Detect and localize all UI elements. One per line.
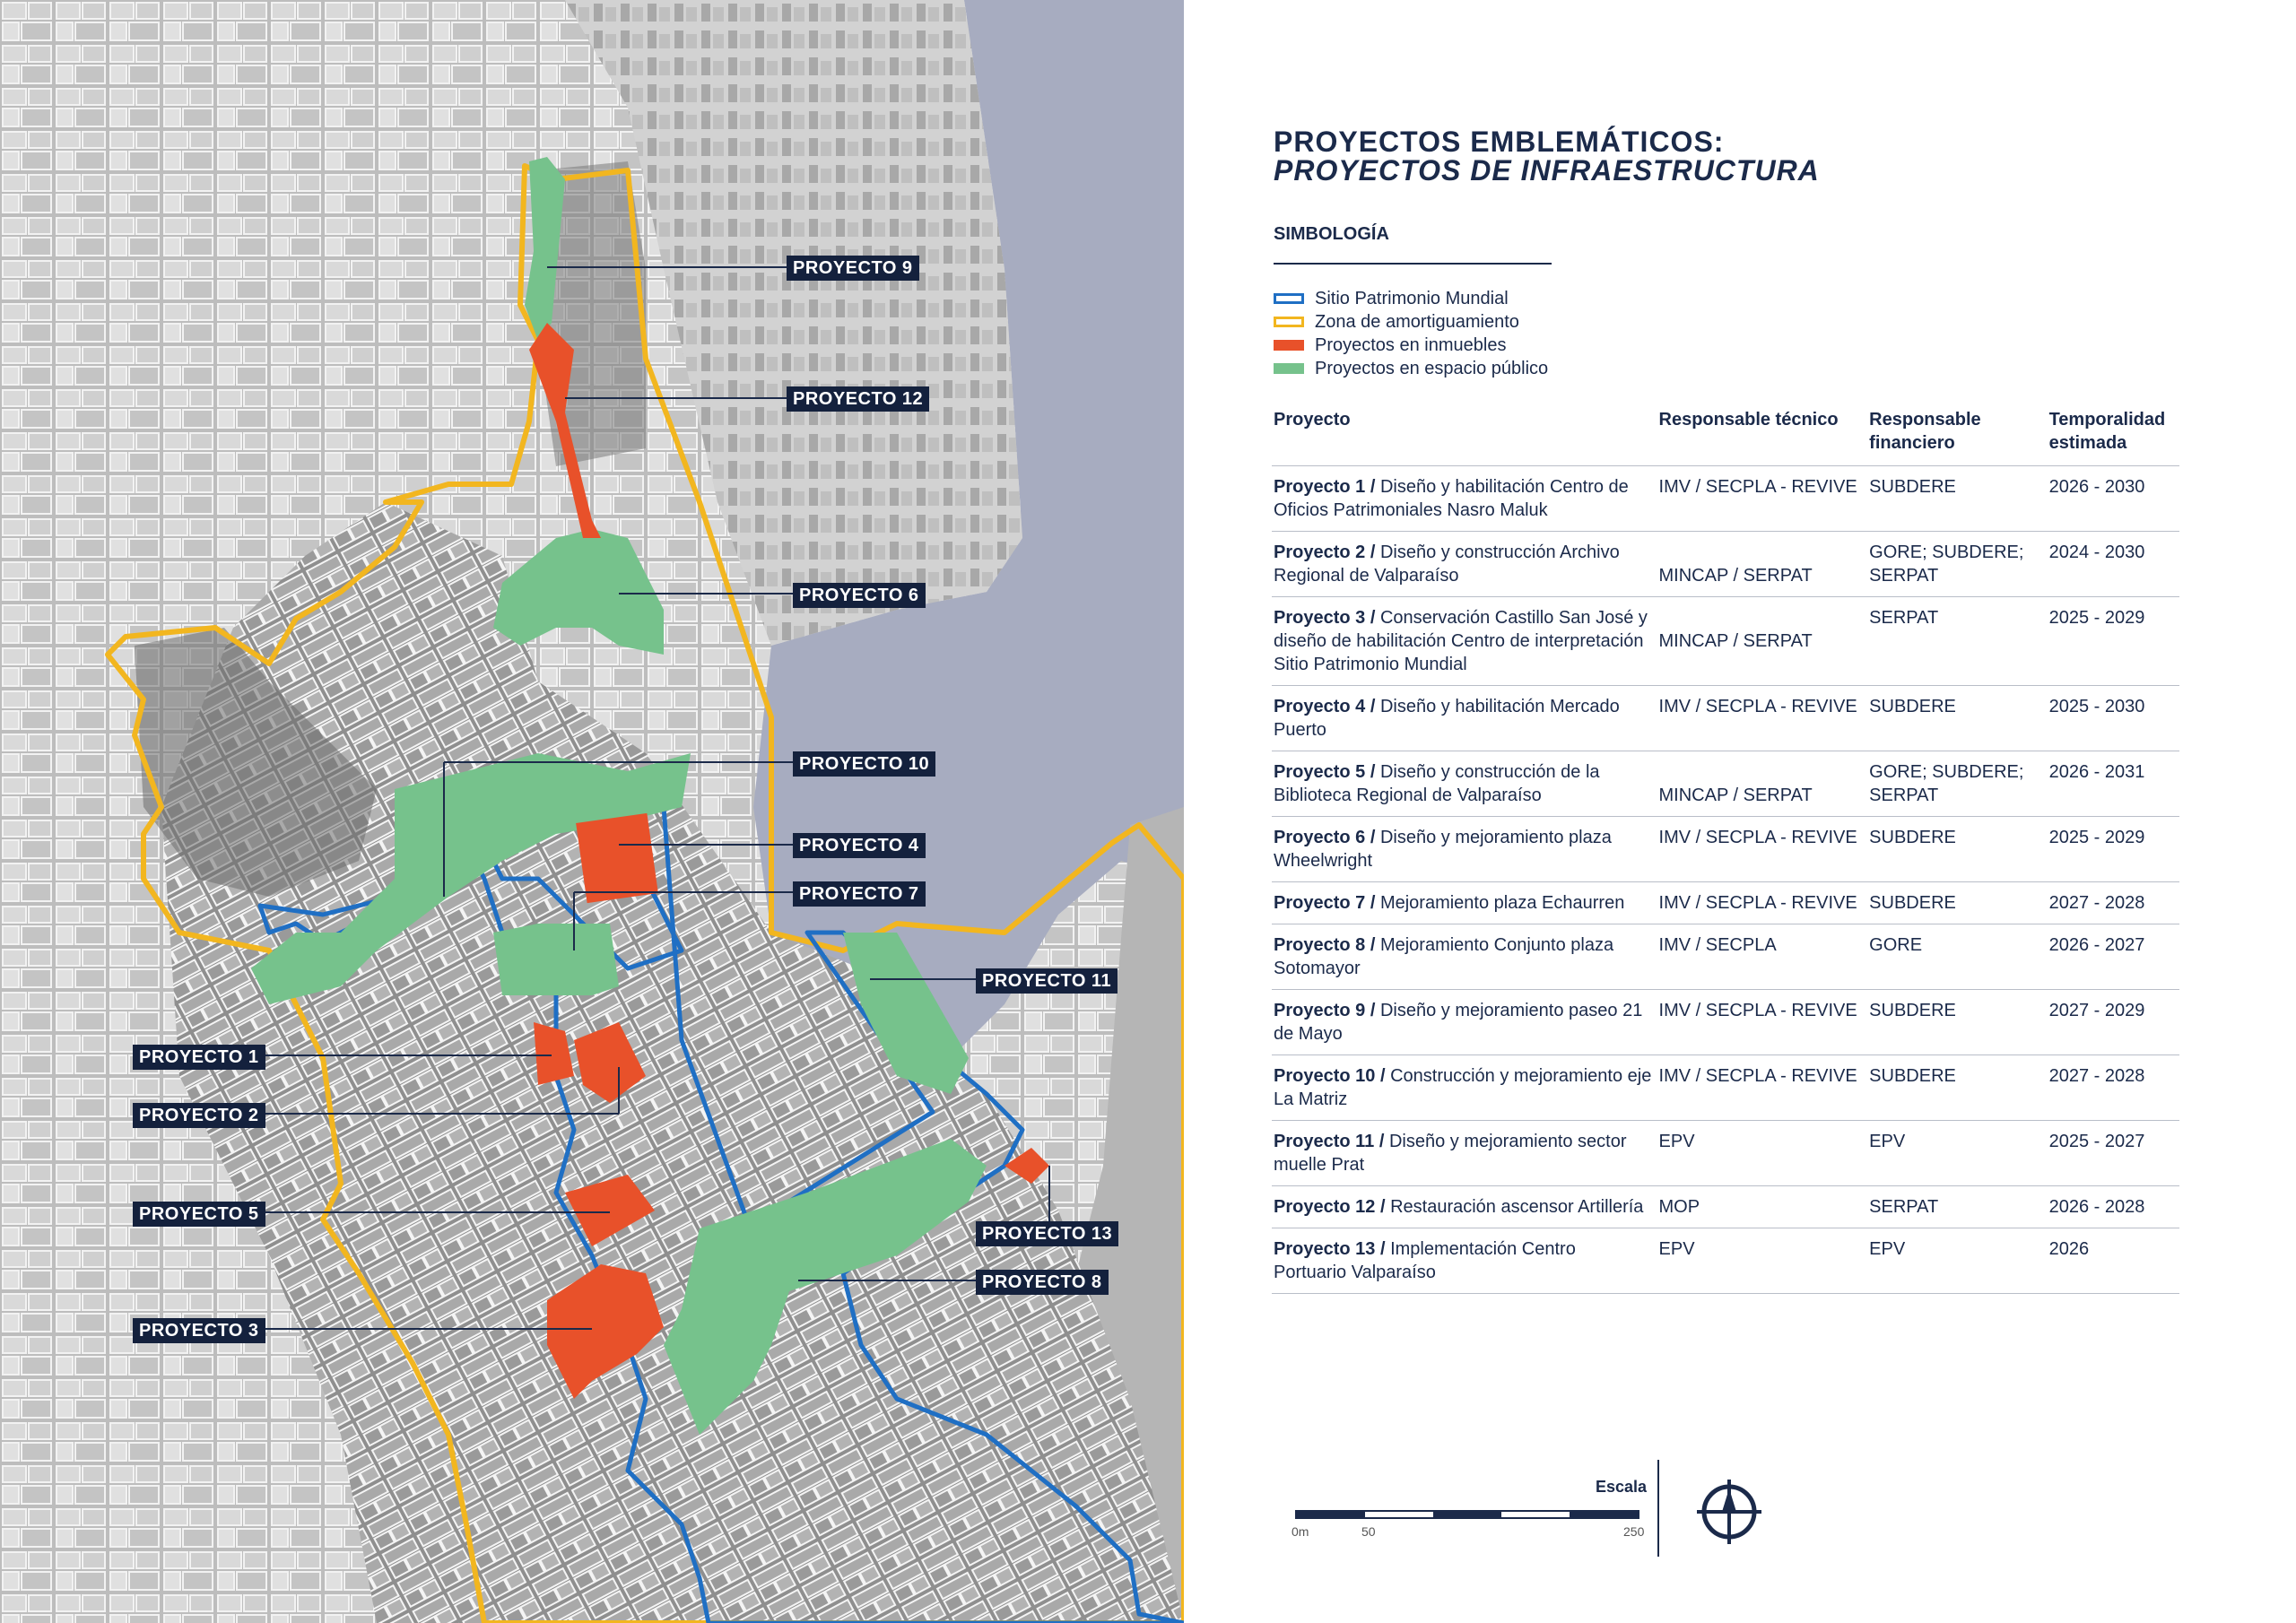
map-label-project-12[interactable]: PROYECTO 12 bbox=[787, 386, 929, 412]
legend bbox=[1274, 287, 1548, 380]
info-panel bbox=[1184, 0, 2296, 1623]
technical-cell: MINCAP / SERPAT bbox=[1657, 751, 1868, 817]
project-cell bbox=[1272, 990, 1657, 1055]
public-space-swatch-icon bbox=[1274, 363, 1304, 374]
legend-item-buffer bbox=[1274, 310, 1548, 334]
project-id: Proyecto 11 / bbox=[1274, 1132, 1385, 1151]
financial-cell: SUBDERE bbox=[1867, 882, 2047, 924]
project-cell bbox=[1272, 532, 1657, 597]
map-label-project-2[interactable]: PROYECTO 2 bbox=[133, 1103, 265, 1128]
project-id: Proyecto 10 / bbox=[1274, 1066, 1386, 1086]
technical-cell: EPV bbox=[1657, 1121, 1868, 1186]
project-cell bbox=[1272, 751, 1657, 817]
page-subtitle: PROYECTOS DE INFRAESTRUCTURA bbox=[1274, 154, 1820, 187]
scale-bar-graphic bbox=[1295, 1510, 1639, 1519]
project-description: Diseño y mejoramiento paseo 21 de Mayo bbox=[1274, 1001, 1643, 1044]
legend-item-buildings bbox=[1274, 334, 1548, 357]
map-label-project-13[interactable]: PROYECTO 13 bbox=[976, 1221, 1118, 1246]
project-description: Diseño y habilitación Centro de Oficios Patrimoniales Nasro Maluk bbox=[1274, 477, 1629, 520]
project-cell bbox=[1272, 1121, 1657, 1186]
table-row bbox=[1272, 990, 2179, 1055]
col-header-technical: Responsable técnico bbox=[1657, 408, 1868, 466]
project-id: Proyecto 8 / bbox=[1274, 935, 1376, 955]
project-cell bbox=[1272, 924, 1657, 990]
map-label-project-5[interactable]: PROYECTO 5 bbox=[133, 1202, 265, 1227]
timeline-cell: 2026 - 2027 bbox=[2048, 924, 2179, 990]
technical-cell: EPV bbox=[1657, 1228, 1868, 1294]
project-description: Diseño y construcción de la Biblioteca Regional de Valparaíso bbox=[1274, 762, 1600, 805]
map-label-project-3[interactable]: PROYECTO 3 bbox=[133, 1318, 265, 1343]
col-header-financial: Responsable financiero bbox=[1867, 408, 2047, 466]
table-row bbox=[1272, 686, 2179, 751]
technical-cell: IMV / SECPLA - REVIVE bbox=[1657, 882, 1868, 924]
scale-label: Escala bbox=[1595, 1478, 1647, 1496]
project-description: Diseño y habilitación Mercado Puerto bbox=[1274, 697, 1620, 740]
buildings-swatch-icon bbox=[1274, 340, 1304, 351]
timeline-cell: 2025 - 2029 bbox=[2048, 597, 2179, 686]
timeline-cell: 2026 - 2030 bbox=[2048, 466, 2179, 532]
project-description: Mejoramiento Conjunto plaza Sotomayor bbox=[1274, 935, 1614, 978]
project-id: Proyecto 1 / bbox=[1274, 477, 1376, 497]
scale-tick: 0m bbox=[1292, 1524, 1309, 1539]
project-id: Proyecto 6 / bbox=[1274, 828, 1376, 847]
timeline-cell: 2026 - 2028 bbox=[2048, 1186, 2179, 1228]
map-label-project-10[interactable]: PROYECTO 10 bbox=[793, 751, 935, 777]
scale-tick: 50 bbox=[1361, 1524, 1376, 1539]
timeline-cell: 2027 - 2028 bbox=[2048, 1055, 2179, 1121]
map-label-project-8[interactable]: PROYECTO 8 bbox=[976, 1270, 1109, 1295]
project-7-area bbox=[493, 924, 619, 995]
map-label-project-1[interactable]: PROYECTO 1 bbox=[133, 1045, 265, 1070]
project-cell bbox=[1272, 1228, 1657, 1294]
scale-divider bbox=[1657, 1460, 1659, 1557]
technical-cell: MINCAP / SERPAT bbox=[1657, 597, 1868, 686]
table-row bbox=[1272, 1228, 2179, 1294]
legend-item-heritage bbox=[1274, 287, 1548, 310]
project-id: Proyecto 4 / bbox=[1274, 697, 1376, 716]
project-id: Proyecto 2 / bbox=[1274, 542, 1376, 562]
scale-bar bbox=[1292, 1471, 1726, 1551]
financial-cell: GORE; SUBDERE; SERPAT bbox=[1867, 751, 2047, 817]
legend-item-public-space bbox=[1274, 357, 1548, 380]
financial-cell: SUBDERE bbox=[1867, 686, 2047, 751]
legend-label: Sitio Patrimonio Mundial bbox=[1315, 288, 1509, 308]
timeline-cell: 2026 - 2031 bbox=[2048, 751, 2179, 817]
technical-cell: MOP bbox=[1657, 1186, 1868, 1228]
project-cell bbox=[1272, 466, 1657, 532]
timeline-cell: 2025 - 2029 bbox=[2048, 817, 2179, 882]
project-cell bbox=[1272, 1186, 1657, 1228]
timeline-cell: 2024 - 2030 bbox=[2048, 532, 2179, 597]
project-description: Mejoramiento plaza Echaurren bbox=[1375, 893, 1625, 913]
map-label-project-6[interactable]: PROYECTO 6 bbox=[793, 583, 926, 608]
timeline-cell: 2027 - 2029 bbox=[2048, 990, 2179, 1055]
legend-heading: SIMBOLOGÍA bbox=[1274, 224, 1389, 244]
project-description: Diseño y construcción Archivo Regional de Valparaíso bbox=[1274, 542, 1620, 586]
technical-cell: IMV / SECPLA - REVIVE bbox=[1657, 1055, 1868, 1121]
project-4-area bbox=[576, 813, 658, 903]
project-cell bbox=[1272, 686, 1657, 751]
table-row bbox=[1272, 1121, 2179, 1186]
project-id: Proyecto 3 / bbox=[1274, 608, 1376, 628]
project-description: Conservación Castillo San José y diseño de habilitación Centro de interpretación Sitio Patrimonio Mundial bbox=[1274, 608, 1648, 674]
timeline-cell: 2025 - 2030 bbox=[2048, 686, 2179, 751]
table-row bbox=[1272, 466, 2179, 532]
table-row bbox=[1272, 532, 2179, 597]
financial-cell: EPV bbox=[1867, 1228, 2047, 1294]
table-row bbox=[1272, 817, 2179, 882]
project-description: Construcción y mejoramiento eje La Matriz bbox=[1274, 1066, 1652, 1109]
financial-cell: SERPAT bbox=[1867, 597, 2047, 686]
compass-crosshair-icon bbox=[1695, 1478, 1763, 1546]
project-description: Diseño y mejoramiento plaza Wheelwright bbox=[1274, 828, 1612, 871]
project-id: Proyecto 13 / bbox=[1274, 1239, 1386, 1259]
timeline-cell: 2027 - 2028 bbox=[2048, 882, 2179, 924]
table-row bbox=[1272, 1055, 2179, 1121]
project-id: Proyecto 9 / bbox=[1274, 1001, 1376, 1020]
project-description: Restauración ascensor Artillería bbox=[1385, 1197, 1644, 1217]
project-cell bbox=[1272, 817, 1657, 882]
map-label-project-4[interactable]: PROYECTO 4 bbox=[793, 833, 926, 858]
financial-cell: SUBDERE bbox=[1867, 1055, 2047, 1121]
technical-cell: IMV / SECPLA - REVIVE bbox=[1657, 466, 1868, 532]
technical-cell: IMV / SECPLA - REVIVE bbox=[1657, 686, 1868, 751]
legend-label: Zona de amortiguamiento bbox=[1315, 311, 1519, 332]
project-description: Implementación Centro Portuario Valparaíso bbox=[1274, 1239, 1576, 1282]
legend-label: Proyectos en espacio público bbox=[1315, 358, 1549, 378]
financial-cell: GORE bbox=[1867, 924, 2047, 990]
table-row bbox=[1272, 597, 2179, 686]
table-header-row bbox=[1272, 408, 2179, 466]
financial-cell: EPV bbox=[1867, 1121, 2047, 1186]
technical-cell: IMV / SECPLA - REVIVE bbox=[1657, 817, 1868, 882]
legend-label: Proyectos en inmuebles bbox=[1315, 334, 1507, 355]
table-row bbox=[1272, 1186, 2179, 1228]
financial-cell: GORE; SUBDERE; SERPAT bbox=[1867, 532, 2047, 597]
technical-cell: IMV / SECPLA bbox=[1657, 924, 1868, 990]
timeline-cell: 2025 - 2027 bbox=[2048, 1121, 2179, 1186]
legend-divider bbox=[1274, 263, 1552, 265]
project-id: Proyecto 5 / bbox=[1274, 762, 1376, 782]
table-row bbox=[1272, 924, 2179, 990]
col-header-project: Proyecto bbox=[1272, 408, 1657, 466]
project-cell bbox=[1272, 1055, 1657, 1121]
project-id: Proyecto 7 / bbox=[1274, 893, 1376, 913]
table-row bbox=[1272, 751, 2179, 817]
financial-cell: SUBDERE bbox=[1867, 817, 2047, 882]
project-description: Diseño y mejoramiento sector muelle Prat bbox=[1274, 1132, 1627, 1175]
col-header-timeline: Temporalidad estimada bbox=[2048, 408, 2179, 466]
projects-table bbox=[1272, 408, 2179, 1294]
scale-tick: 250 bbox=[1623, 1524, 1645, 1539]
financial-cell: SERPAT bbox=[1867, 1186, 2047, 1228]
project-cell bbox=[1272, 597, 1657, 686]
technical-cell: MINCAP / SERPAT bbox=[1657, 532, 1868, 597]
buffer-swatch-icon bbox=[1274, 317, 1304, 327]
page-title: PROYECTOS EMBLEMÁTICOS: bbox=[1274, 126, 1725, 158]
heritage-swatch-icon bbox=[1274, 293, 1304, 304]
financial-cell: SUBDERE bbox=[1867, 990, 2047, 1055]
technical-cell: IMV / SECPLA - REVIVE bbox=[1657, 990, 1868, 1055]
project-id: Proyecto 12 / bbox=[1274, 1197, 1386, 1217]
map-label-project-7[interactable]: PROYECTO 7 bbox=[793, 881, 926, 907]
map-label-project-11[interactable]: PROYECTO 11 bbox=[976, 968, 1118, 994]
table-row bbox=[1272, 882, 2179, 924]
project-cell bbox=[1272, 882, 1657, 924]
timeline-cell: 2026 bbox=[2048, 1228, 2179, 1294]
map-label-project-9[interactable]: PROYECTO 9 bbox=[787, 256, 919, 281]
financial-cell: SUBDERE bbox=[1867, 466, 2047, 532]
